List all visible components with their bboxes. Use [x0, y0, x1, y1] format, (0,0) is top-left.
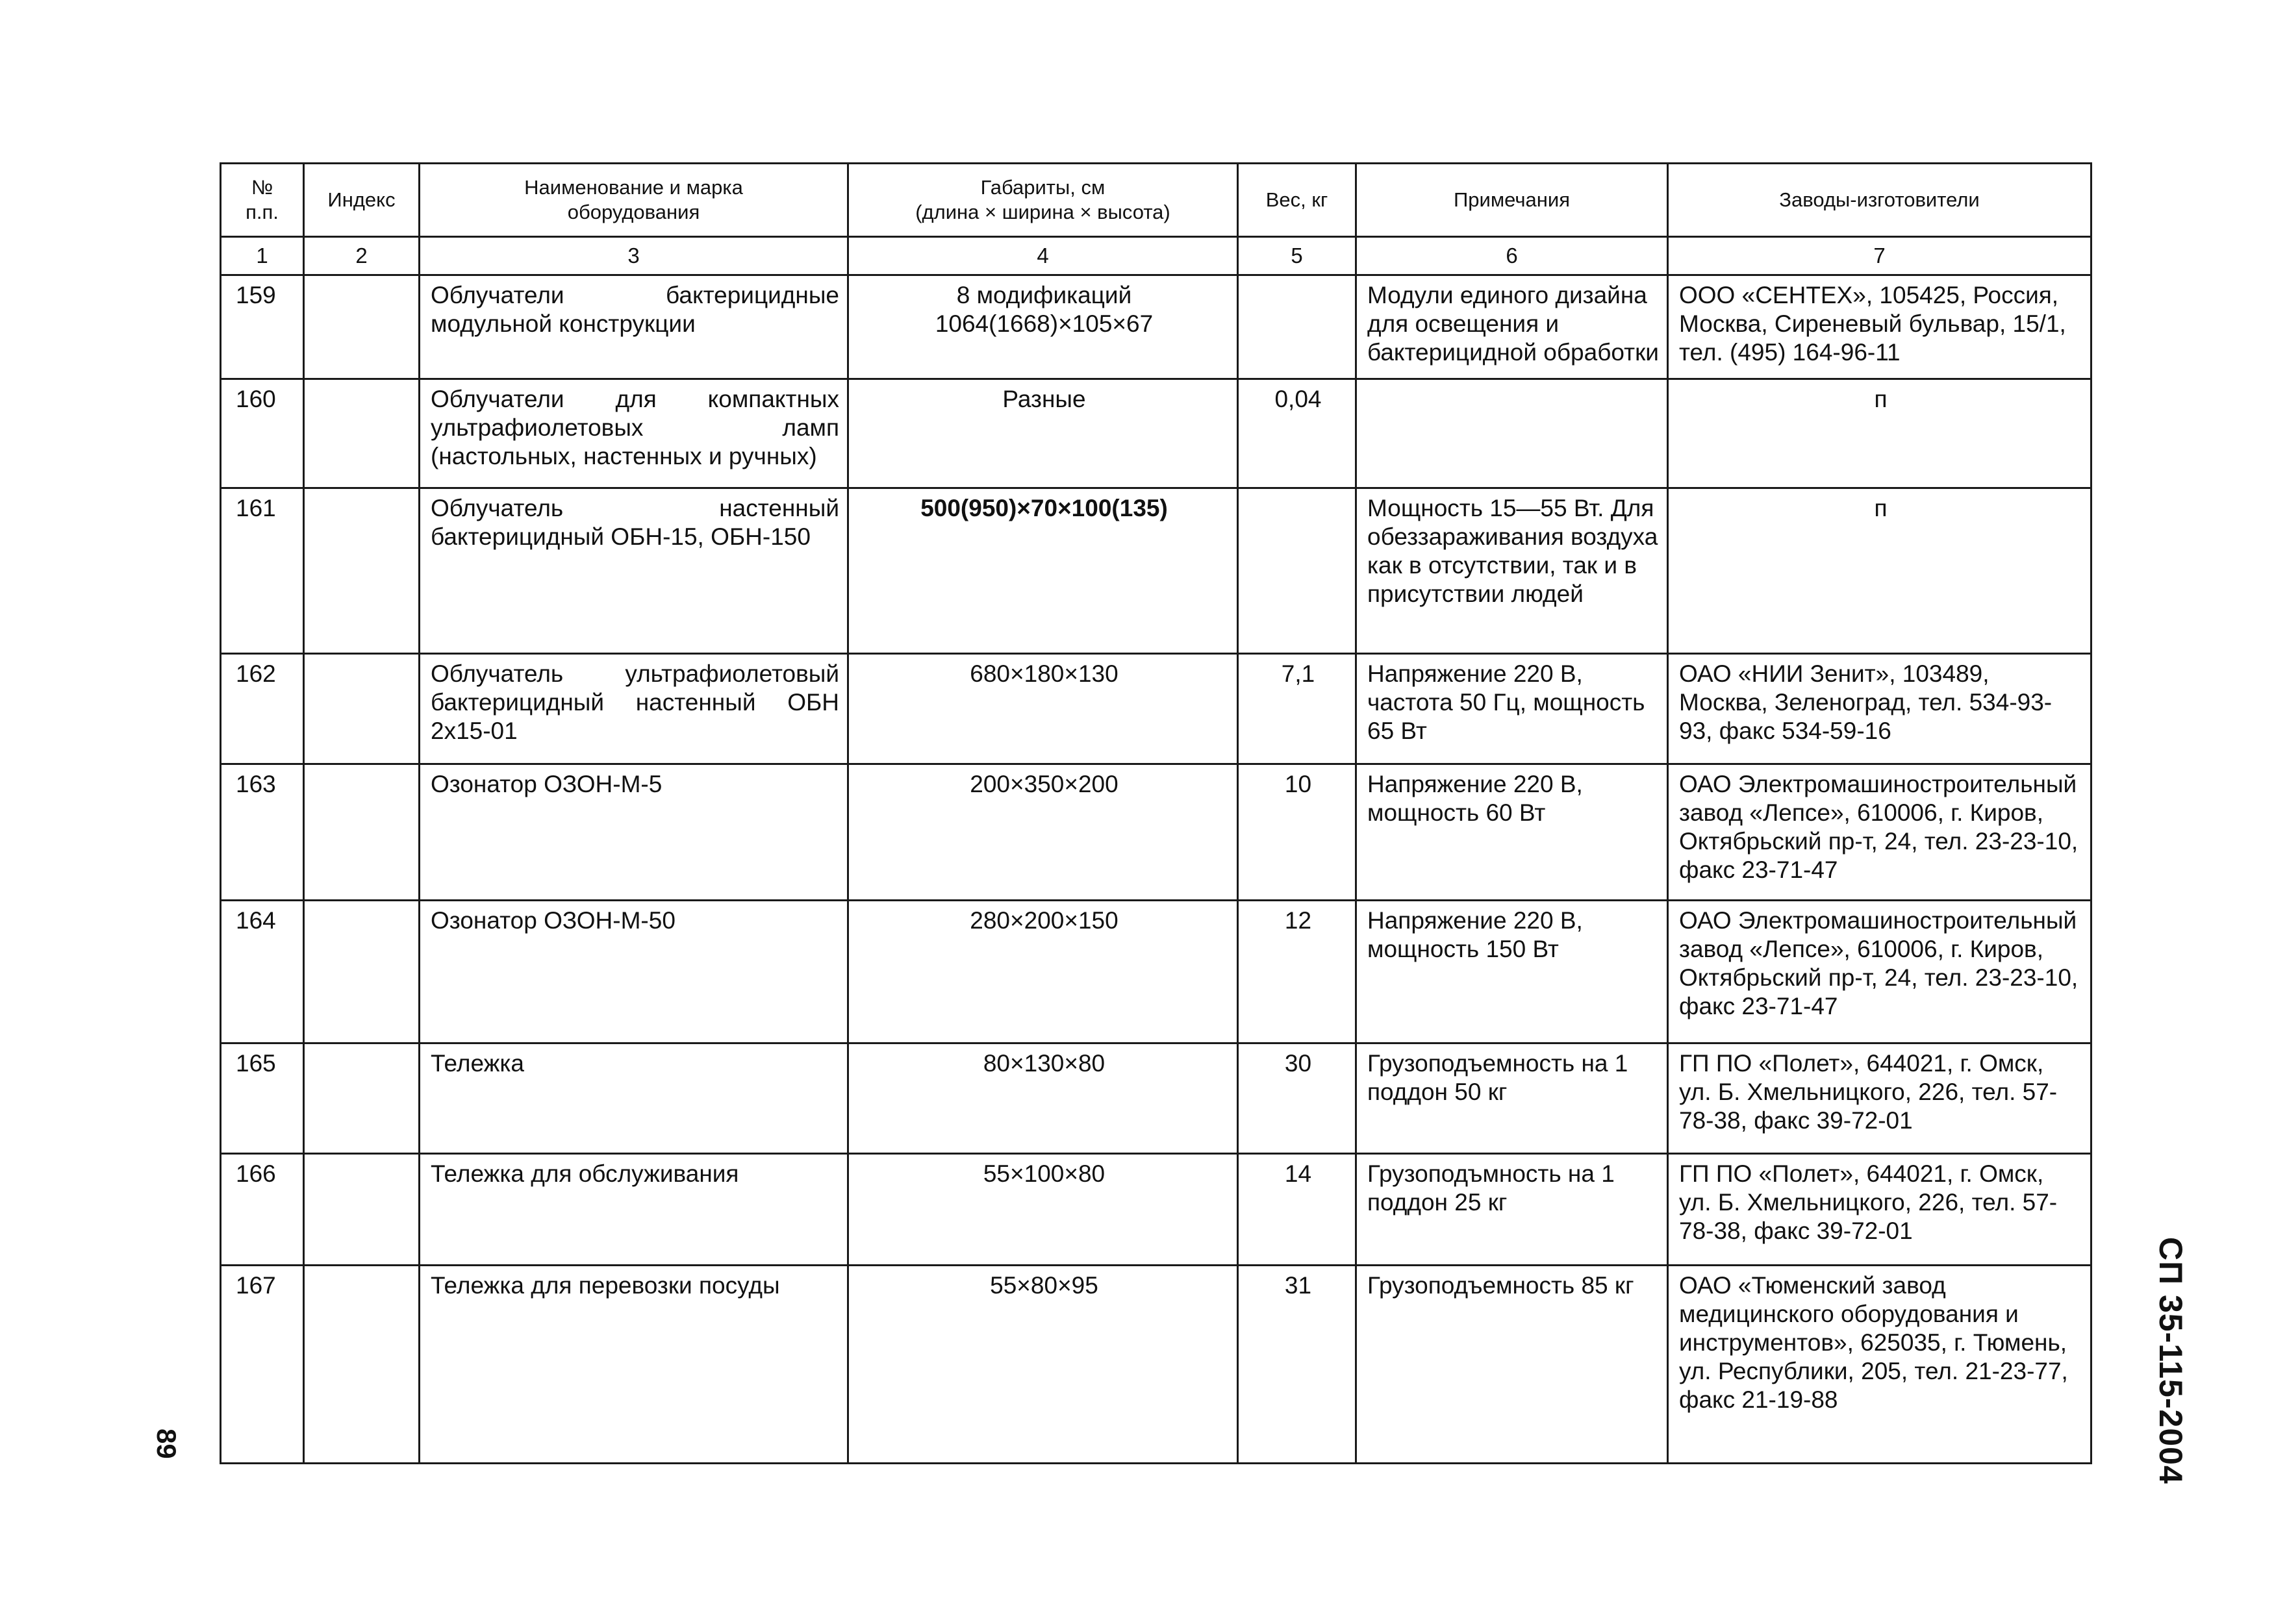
- row-notes: Грузоподъмность на 1 поддон 25 кг: [1356, 1154, 1668, 1266]
- column-number: 7: [1668, 237, 2091, 275]
- row-notes: Напряжение 220 В, мощность 150 Вт: [1356, 901, 1668, 1043]
- row-dimensions: 280×200×150: [848, 901, 1238, 1043]
- row-dimensions: 680×180×130: [848, 654, 1238, 764]
- row-dimensions: 80×130×80: [848, 1043, 1238, 1154]
- row-weight: 12: [1238, 901, 1356, 1043]
- row-vendor: ГП ПО «Полет», 644021, г. Омск, ул. Б. Хмельницкого, 226, тел. 57-78-38, факс 39-72-01: [1668, 1043, 2091, 1154]
- row-dimensions: 500(950)×70×100(135): [848, 488, 1238, 654]
- row-number: 166: [221, 1154, 304, 1266]
- equipment-table-sheet: [220, 162, 2090, 1464]
- row-name: Облучатель настенный бактерицидный ОБН-15, ОБН-150: [420, 488, 848, 654]
- row-vendor: п: [1668, 488, 2091, 654]
- row-weight: 10: [1238, 764, 1356, 901]
- table-row: [221, 1266, 2091, 1464]
- row-index: [304, 379, 420, 488]
- row-number: 161: [221, 488, 304, 654]
- column-number: 5: [1238, 237, 1356, 275]
- row-vendor: ООО «СЕНТЕХ», 105425, Россия, Москва, Сиреневый бульвар, 15/1, тел. (495) 164-96-11: [1668, 275, 2091, 379]
- row-number: 165: [221, 1043, 304, 1154]
- row-dimensions: 55×80×95: [848, 1266, 1238, 1464]
- table-row: [221, 1043, 2091, 1154]
- header-notes: Примечания: [1356, 164, 1668, 237]
- row-notes: Мощность 15—55 Вт. Для обеззараживания воздуха как в отсутствии, так и в присутствии людей: [1356, 488, 1668, 654]
- row-notes: Напряжение 220 В, частота 50 Гц, мощность 65 Вт: [1356, 654, 1668, 764]
- row-weight: 0,04: [1238, 379, 1356, 488]
- row-name: Озонатор ОЗОН-М-50: [420, 901, 848, 1043]
- header-row: [221, 164, 2091, 237]
- row-vendor: ОАО Электромашиностроительный завод «Лепсе», 610006, г. Киров, Октябрьский пр-т, 24, тел. 23-23-10, факс 23-71-47: [1668, 901, 2091, 1043]
- row-notes: Грузоподъемность 85 кг: [1356, 1266, 1668, 1464]
- table-row: [221, 1154, 2091, 1266]
- row-vendor: ОАО Электромашиностроительный завод «Лепсе», 610006, г. Киров, Октябрьский пр-т, 24, тел. 23-23-10, факс 23-71-47: [1668, 764, 2091, 901]
- row-index: [304, 764, 420, 901]
- header-num: № п.п.: [221, 164, 304, 237]
- row-index: [304, 488, 420, 654]
- row-weight: [1238, 488, 1356, 654]
- row-index: [304, 1266, 420, 1464]
- row-vendor: ОАО «НИИ Зенит», 103489, Москва, Зеленоград, тел. 534-93-93, факс 534-59-16: [1668, 654, 2091, 764]
- column-number: 4: [848, 237, 1238, 275]
- header-weight: Вес, кг: [1238, 164, 1356, 237]
- row-dimensions: 200×350×200: [848, 764, 1238, 901]
- row-weight: 14: [1238, 1154, 1356, 1266]
- row-index: [304, 1043, 420, 1154]
- row-number: 162: [221, 654, 304, 764]
- row-vendor: ГП ПО «Полет», 644021, г. Омск, ул. Б. Хмельницкого, 226, тел. 57-78-38, факс 39-72-01: [1668, 1154, 2091, 1266]
- column-number: 6: [1356, 237, 1668, 275]
- row-weight: 31: [1238, 1266, 1356, 1464]
- row-notes: [1356, 379, 1668, 488]
- row-name: Озонатор ОЗОН-М-5: [420, 764, 848, 901]
- row-notes: Модули единого дизайна для освещения и бактерицидной обработки: [1356, 275, 1668, 379]
- column-number: 2: [304, 237, 420, 275]
- row-number: 167: [221, 1266, 304, 1464]
- page-number: 89: [151, 1429, 182, 1459]
- row-number: 163: [221, 764, 304, 901]
- row-index: [304, 1154, 420, 1266]
- row-index: [304, 275, 420, 379]
- row-number: 160: [221, 379, 304, 488]
- row-name: Тележка для перевозки посуды: [420, 1266, 848, 1464]
- row-number: 159: [221, 275, 304, 379]
- header-name: Наименование и марка оборудования: [420, 164, 848, 237]
- row-dimensions: Разные: [848, 379, 1238, 488]
- table-row: [221, 654, 2091, 764]
- row-number: 164: [221, 901, 304, 1043]
- column-number-row: [221, 237, 2091, 275]
- row-dimensions: 8 модификаций 1064(1668)×105×67: [848, 275, 1238, 379]
- row-weight: [1238, 275, 1356, 379]
- column-number: 1: [221, 237, 304, 275]
- row-weight: 7,1: [1238, 654, 1356, 764]
- row-notes: Грузоподъемность на 1 поддон 50 кг: [1356, 1043, 1668, 1154]
- table-row: [221, 764, 2091, 901]
- row-name: Облучатели бактерицидные модульной конструкции: [420, 275, 848, 379]
- column-number: 3: [420, 237, 848, 275]
- row-vendor: ОАО «Тюменский завод медицинского оборудования и инструментов», 625035, г. Тюмень, ул. Республики, 205, тел. 21-23-77, факс 21-19-88: [1668, 1266, 2091, 1464]
- row-dimensions: 55×100×80: [848, 1154, 1238, 1266]
- equipment-table: [220, 162, 2092, 1464]
- header-dimensions: Габариты, см (длина × ширина × высота): [848, 164, 1238, 237]
- table-row: [221, 275, 2091, 379]
- row-name: Тележка для обслуживания: [420, 1154, 848, 1266]
- row-weight: 30: [1238, 1043, 1356, 1154]
- row-name: Тележка: [420, 1043, 848, 1154]
- document-code: СП 35-115-2004: [2153, 1237, 2189, 1484]
- row-index: [304, 654, 420, 764]
- table-row: [221, 379, 2091, 488]
- row-index: [304, 901, 420, 1043]
- row-name: Облучатели для компактных ультрафиолетовых ламп (настольных, настенных и ручных): [420, 379, 848, 488]
- table-row: [221, 901, 2091, 1043]
- row-vendor: п: [1668, 379, 2091, 488]
- row-name: Облучатель ультрафиолетовый бактерицидный настенный ОБН 2х15-01: [420, 654, 848, 764]
- header-vendors: Заводы-изготовители: [1668, 164, 2091, 237]
- header-index: Индекс: [304, 164, 420, 237]
- table-row: [221, 488, 2091, 654]
- row-notes: Напряжение 220 В, мощность 60 Вт: [1356, 764, 1668, 901]
